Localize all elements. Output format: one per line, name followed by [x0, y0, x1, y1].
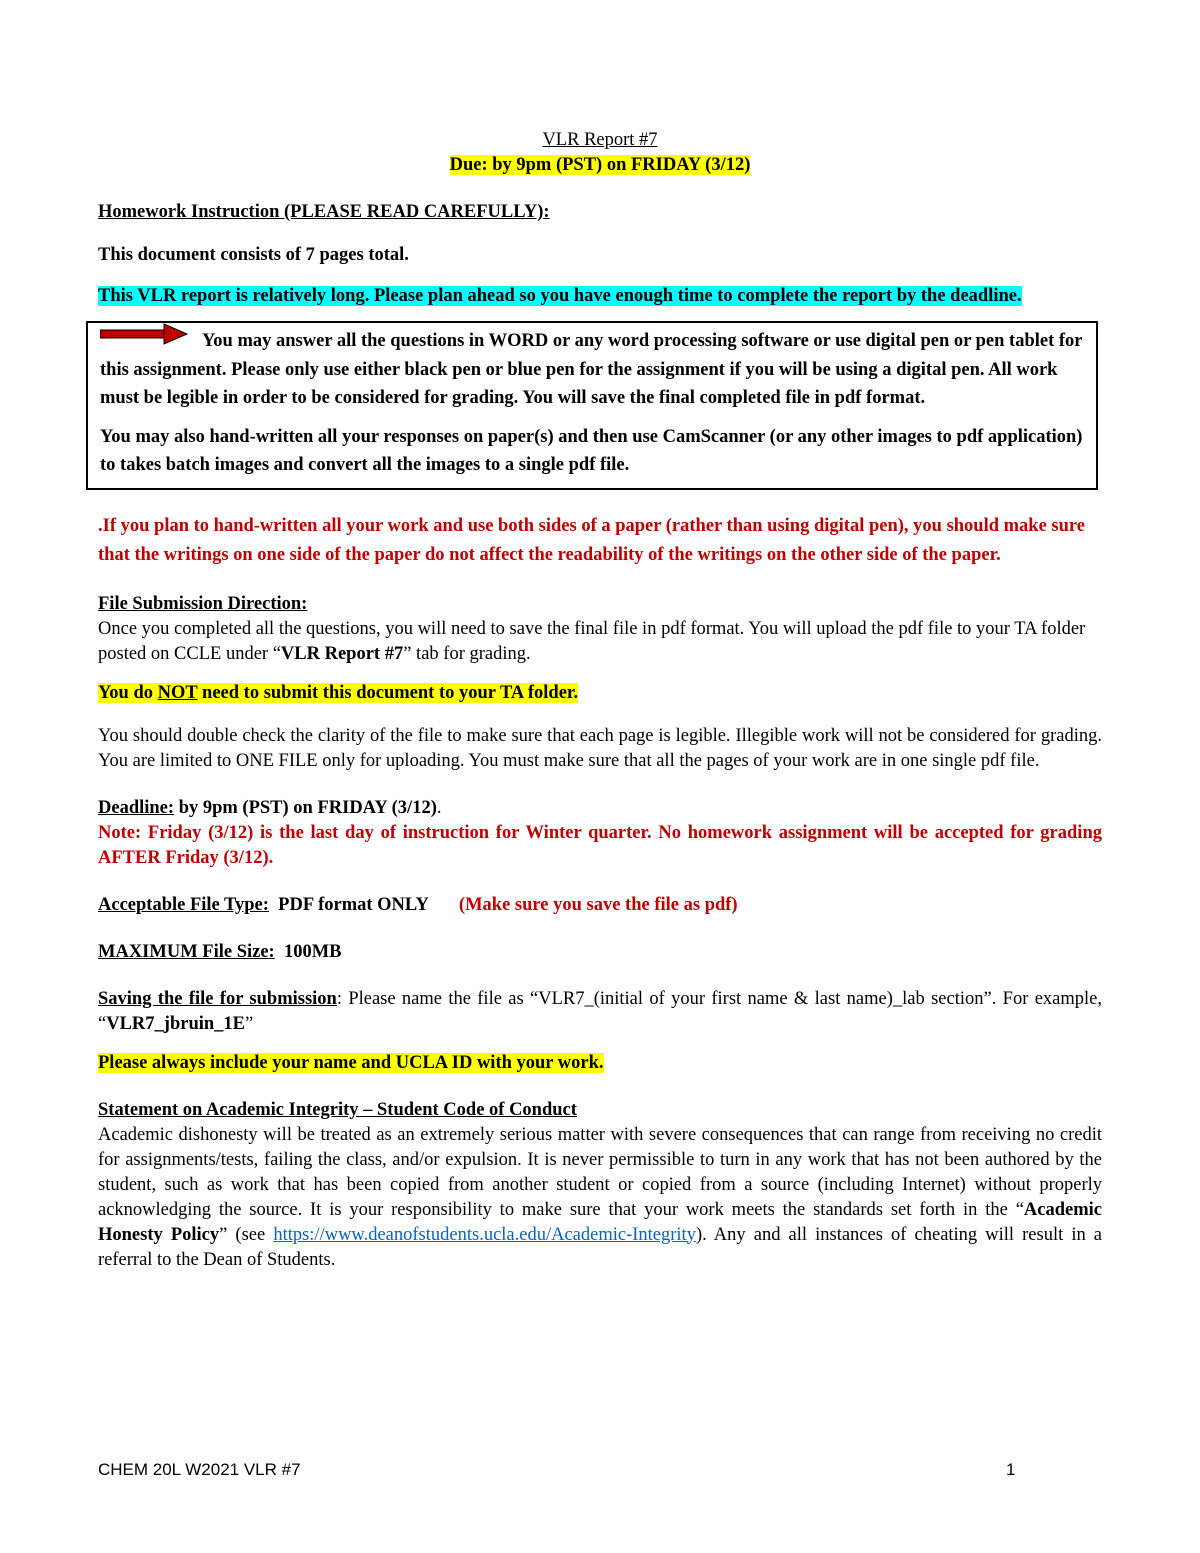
report-title: VLR Report #7	[542, 130, 658, 150]
document-body	[98, 128, 1102, 1273]
right-arrow-icon	[100, 323, 188, 355]
submission-text: Once you completed all the questions, you will need to save the final file in pdf format. You will upload the pdf file to your TA folder posted on CCLE under “VLR Report #7” tab for grading.	[98, 618, 1086, 664]
instruction-box	[86, 321, 1098, 490]
double-sided-warning: .If you plan to hand-written all your work and use both sides of a paper (rather than using digital pen), you should make sure that the writings on one side of the paper do not affect the readability of the writings on the other side of the paper.	[98, 515, 1086, 565]
page-number: 1	[1006, 1460, 1016, 1479]
footer-course: CHEM 20L W2021 VLR #7	[98, 1460, 301, 1479]
file-size-line: MAXIMUM File Size: 100MB	[98, 941, 342, 962]
long-report-notice: This VLR report is relatively long. Please plan ahead so you have enough time to complete the report by the deadline.	[98, 286, 1022, 306]
due-line: Due: by 9pm (PST) on FRIDAY (3/12)	[449, 155, 751, 175]
integrity-heading: Statement on Academic Integrity – Student Code of Conduct	[98, 1099, 577, 1120]
box-paragraph-2: You may also hand-written all your responses on paper(s) and then use CamScanner (or any other images to pdf application) to takes batch images and convert all the images to a single pdf file.	[100, 426, 1083, 475]
page-count: This document consists of 7 pages total.	[98, 245, 409, 265]
integrity-paragraph: Academic dishonesty will be treated as an extremely serious matter with severe consequences that can range from receiving no credit for assignments/tests, failing the class, and/or expulsion. It is never permissible to turn in any work that has not been authored by the student, such as work that has been copied from another student or copied from a source (including Internet) without properly acknowledging the source. It is your responsibility to make sure that your work meets the standards set forth in the “Academic Honesty Policy” (see https://www.deanofstudents.ucla.edu/Academic-Integrity). Any and all instances of cheating will result in a referral to the Dean of Students.	[98, 1124, 1103, 1270]
file-type-line: Acceptable File Type: PDF format ONLY (Make sure you save the file as pdf)	[98, 894, 738, 915]
deadline-line: Deadline: by 9pm (PST) on FRIDAY (3/12).	[98, 797, 442, 818]
instruction-heading: Homework Instruction (PLEASE READ CAREFULLY):	[98, 202, 550, 222]
submission-heading: File Submission Direction:	[98, 593, 308, 614]
no-submit-notice: You do NOT need to submit this document to your TA folder.	[98, 682, 579, 703]
id-notice: Please always include your name and UCLA ID with your work.	[98, 1052, 604, 1073]
deadline-note: Note: Friday (3/12) is the last day of instruction for Winter quarter. No homework assignment will be accepted for grading AFTER Friday (3/12).	[98, 822, 1102, 868]
clarity-paragraph: You should double check the clarity of the file to make sure that each page is legible. Illegible work will not be considered for grading. You are limited to ONE FILE only for uploading. You must make sure that all the pages of your work are in one single pdf file.	[98, 725, 1102, 771]
saving-paragraph: Saving the file for submission: Please name the file as “VLR7_(initial of your first name & last name)_lab section”. For example, “VLR7_jbruin_1E”	[98, 988, 1102, 1034]
box-paragraph-1: You may answer all the questions in WORD or any word processing software or use digital pen or pen tablet for this assignment. Please only use either black pen or blue pen for the assignment if you will be using a digital pen. All work must be legible in order to be considered for grading. You will save the final completed file in pdf format.	[100, 327, 1084, 413]
integrity-link[interactable]: https://www.deanofstudents.ucla.edu/Academic-Integrity	[273, 1224, 696, 1245]
